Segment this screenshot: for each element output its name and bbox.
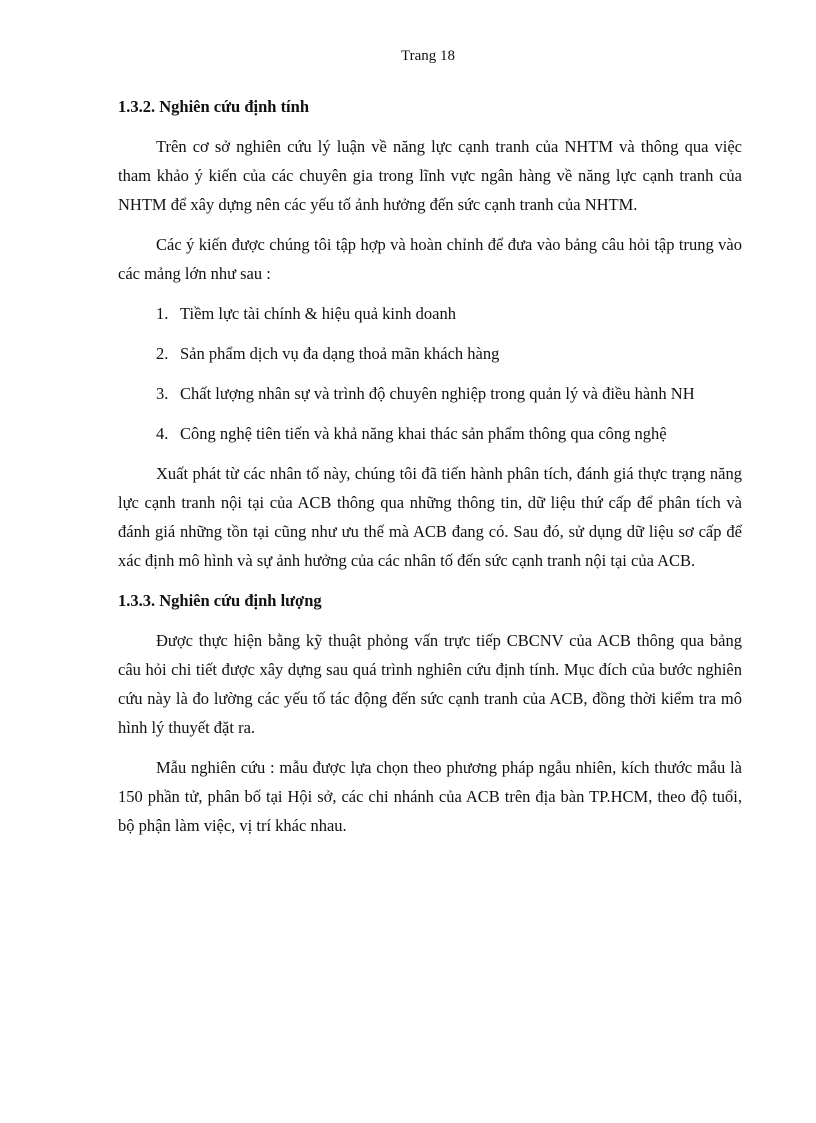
list-item-text: Tiềm lực tài chính & hiệu quả kinh doanh [180,304,456,323]
list-item [118,339,742,368]
list-item [118,299,742,328]
list-item-number: 4. [156,424,169,443]
paragraph: Được thực hiện bằng kỹ thuật phỏng vấn trực tiếp CBCNV của ACB thông qua bảng câu hỏi chi tiết được xây dựng sau quá trình nghiên cứu định tính. Mục đích của bước nghiên cứu này là đo lường các yếu tố tác động đến sức cạnh tranh của ACB, đồng thời kiểm tra mô hình lý thuyết đặt ra. [118,631,742,737]
page-number: Trang 18 [400,48,456,64]
list-item [118,379,742,408]
section-heading-quantitative: 1.3.3. Nghiên cứu định lượng [118,591,322,610]
list-item-text: Chất lượng nhân sự và trình độ chuyên nghiệp trong quản lý và điều hành NH [180,384,695,403]
factor-list [118,299,742,448]
paragraph: Mẫu nghiên cứu : mẫu được lựa chọn theo phương pháp ngẫu nhiên, kích thước mẫu là 150 phần tử, phân bố tại Hội sở, các chi nhánh của ACB trên địa bàn TP.HCM, theo độ tuổi, bộ phận làm việc, vị trí khác nhau. [118,758,742,835]
paragraph: Các ý kiến được chúng tôi tập hợp và hoàn chỉnh để đưa vào bảng câu hỏi tập trung vào các mảng lớn như sau : [118,235,742,283]
list-item-number: 1. [156,304,169,323]
list-item-text: Công nghệ tiên tiến và khả năng khai thác sản phẩm thông qua công nghệ [180,424,667,443]
list-item-number: 2. [156,344,169,363]
list-item-text: Sản phẩm dịch vụ đa dạng thoả mãn khách hàng [180,344,500,363]
paragraph: Xuất phát từ các nhân tố này, chúng tôi đã tiến hành phân tích, đánh giá thực trạng năng lực cạnh tranh nội tại của ACB thông qua những thông tin, dữ liệu thứ cấp để phân tích và đánh giá những tồn tại cũng như ưu thế mà ACB đang có. Sau đó, sử dụng dữ liệu sơ cấp để xác định mô hình và sự ảnh hưởng của các nhân tố đến sức cạnh tranh nội tại của ACB. [118,464,742,570]
list-item-number: 3. [156,384,169,403]
paragraph: Trên cơ sở nghiên cứu lý luận về năng lực cạnh tranh của NHTM và thông qua việc tham khảo ý kiến của các chuyên gia trong lĩnh vực ngân hàng về năng lực cạnh tranh của NHTM để xây dựng nên các yếu tố ảnh hưởng đến sức cạnh tranh của NHTM. [118,137,742,214]
section-heading-qualitative: 1.3.2. Nghiên cứu định tính [118,97,309,116]
list-item [118,419,742,448]
document-body [118,92,742,840]
